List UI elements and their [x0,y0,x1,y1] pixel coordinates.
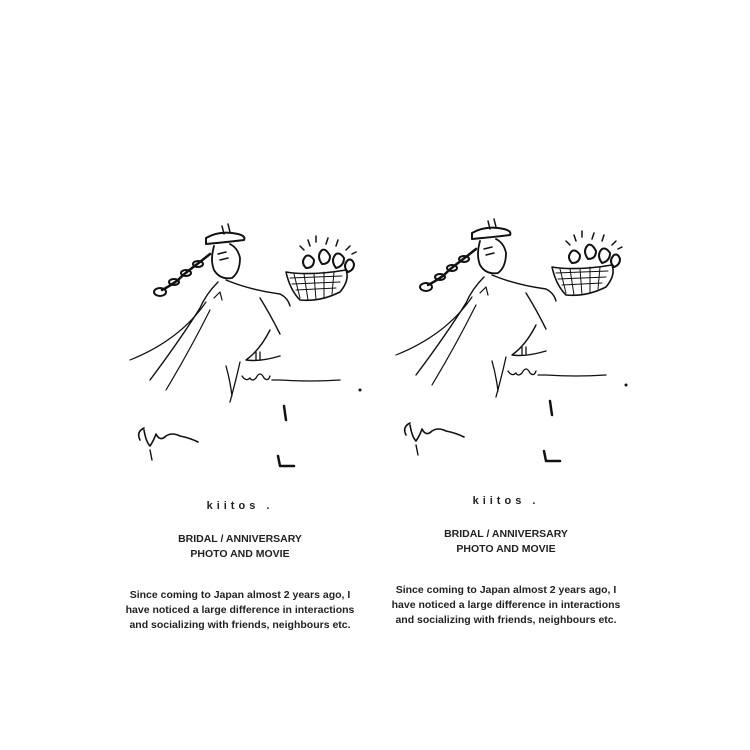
brand-name: kiitos . [206,500,274,512]
dancing-woman-sketch-icon [110,210,370,480]
category-title [376,527,636,557]
dancing-woman-sketch-icon [376,205,636,475]
card-left [110,210,370,633]
description-text: Since coming to Japan almost 2 years ago, I have noticed a large difference in interactions and socializing with friends, neighbours etc. [125,589,355,631]
category-title [110,532,370,562]
category-line-2: PHOTO AND MOVIE [456,543,556,555]
card-right [376,205,636,628]
category-line-1: BRIDAL / ANNIVERSARY [178,533,302,545]
brand-name: kiitos . [472,495,540,507]
description-text: Since coming to Japan almost 2 years ago, I have noticed a large difference in interactions and socializing with friends, neighbours etc. [391,584,621,626]
category-line-1: BRIDAL / ANNIVERSARY [444,528,568,540]
category-line-2: PHOTO AND MOVIE [190,548,290,560]
